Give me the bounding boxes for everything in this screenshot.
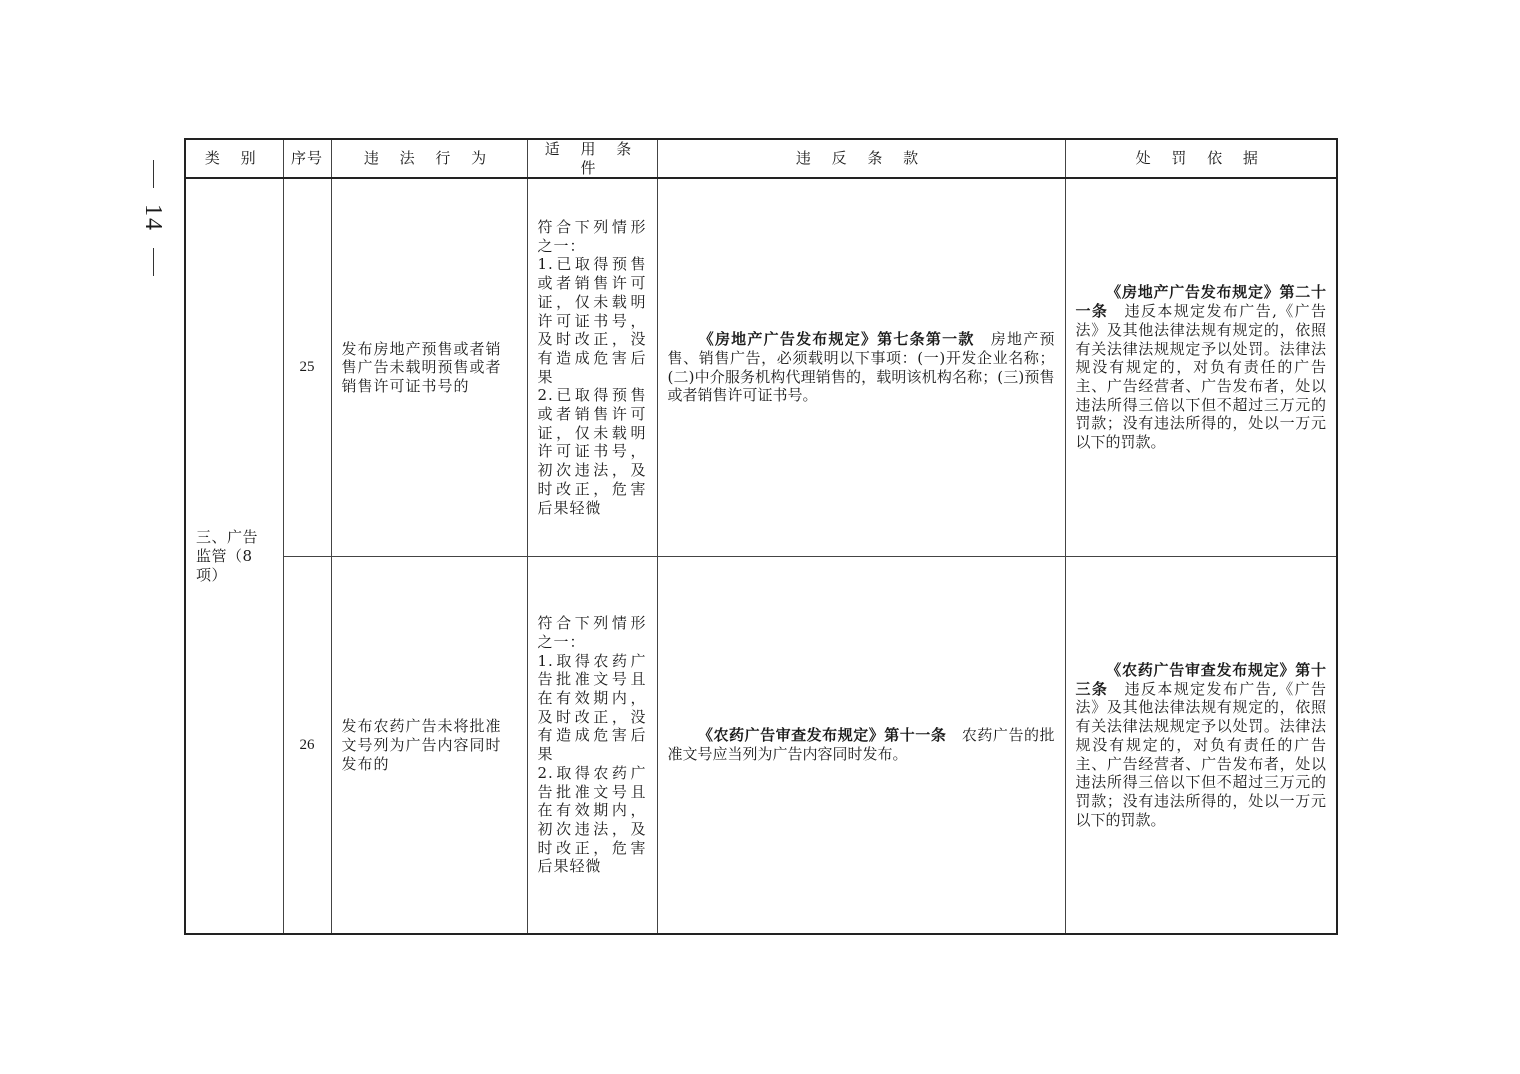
header-category: 类 别 — [185, 139, 283, 178]
table-row — [185, 556, 1337, 934]
table-row — [185, 178, 1337, 556]
header-conditions: 适 用 条 件 — [527, 139, 657, 178]
condition-intro: 符合下列情形之一： — [537, 218, 647, 255]
clause-reference: 《房地产广告发布规定》第七条第一款 — [697, 330, 975, 349]
behavior-cell: 发布农药广告未将批准文号列为广告内容同时发布的 — [331, 556, 527, 934]
basis-reference: 《房地产广告发布规定》第二十一条 — [1075, 283, 1326, 321]
conditions-cell — [527, 178, 657, 556]
page-number-dash-bottom — [153, 248, 154, 276]
condition-item: 1.已取得预售或者销售许可证，仅未载明许可证书号，及时改正，没有造成危害后果 — [537, 255, 647, 386]
clause-text: 房地产预售、销售广告，必须载明以下事项：(一)开发企业名称；(二)中介服务机构代理销售的，载明该机构名称；(三)预售或者销售许可证书号。 — [667, 330, 1055, 405]
condition-item: 2.已取得预售或者销售许可证，仅未载明许可证书号，初次违法，及时改正，危害后果轻微 — [537, 386, 647, 517]
basis-text: 违反本规定发布广告,《广告法》及其他法律法规有规定的，依照有关法律法规规定予以处罚。法律法规没有规定的，对负有责任的广告主、广告经营者、广告发布者，处以违法所得三倍以下但不超过三万元的罚款；没有违法所得的，处以一万元以下的罚款。 — [1075, 302, 1326, 452]
basis-cell — [1065, 556, 1337, 934]
condition-item: 1.取得农药广告批准文号且在有效期内，及时改正，没有造成危害后果 — [537, 651, 647, 764]
page-number-dash-top — [153, 160, 154, 188]
seq-cell: 26 — [283, 556, 331, 934]
clause-cell — [657, 556, 1065, 934]
header-clause: 违 反 条 款 — [657, 139, 1065, 178]
conditions-cell — [527, 556, 657, 934]
table-header-row — [185, 139, 1337, 178]
condition-intro: 符合下列情形之一： — [537, 614, 647, 651]
page-number-value: 14 — [140, 204, 166, 232]
condition-item: 2.取得农药广告批准文号且在有效期内，初次违法，及时改正，危害后果轻微 — [537, 763, 647, 876]
header-seq: 序号 — [283, 139, 331, 178]
header-basis: 处 罚 依 据 — [1065, 139, 1337, 178]
category-cell: 三、广告监管（8项） — [185, 178, 283, 934]
seq-cell: 25 — [283, 178, 331, 556]
basis-reference: 《农药广告审查发布规定》第十三条 — [1075, 660, 1326, 698]
penalty-rules-table — [184, 138, 1338, 935]
basis-text: 违反本规定发布广告,《广告法》及其他法律法规有规定的，依照有关法律法规规定予以处罚。法律法规没有规定的，对负有责任的广告主、广告经营者、广告发布者，处以违法所得三倍以下但不超过三万元的罚款；没有违法所得的，处以一万元以下的罚款。 — [1075, 679, 1326, 829]
basis-cell — [1065, 178, 1337, 556]
clause-reference: 《农药广告审查发布规定》第十一条 — [697, 726, 947, 745]
clause-text: 农药广告的批准文号应当列为广告内容同时发布。 — [667, 726, 1055, 764]
behavior-cell: 发布房地产预售或者销售广告未载明预售或者销售许可证书号的 — [331, 178, 527, 556]
clause-cell — [657, 178, 1065, 556]
header-behavior: 违 法 行 为 — [331, 139, 527, 178]
page-number — [138, 160, 168, 276]
